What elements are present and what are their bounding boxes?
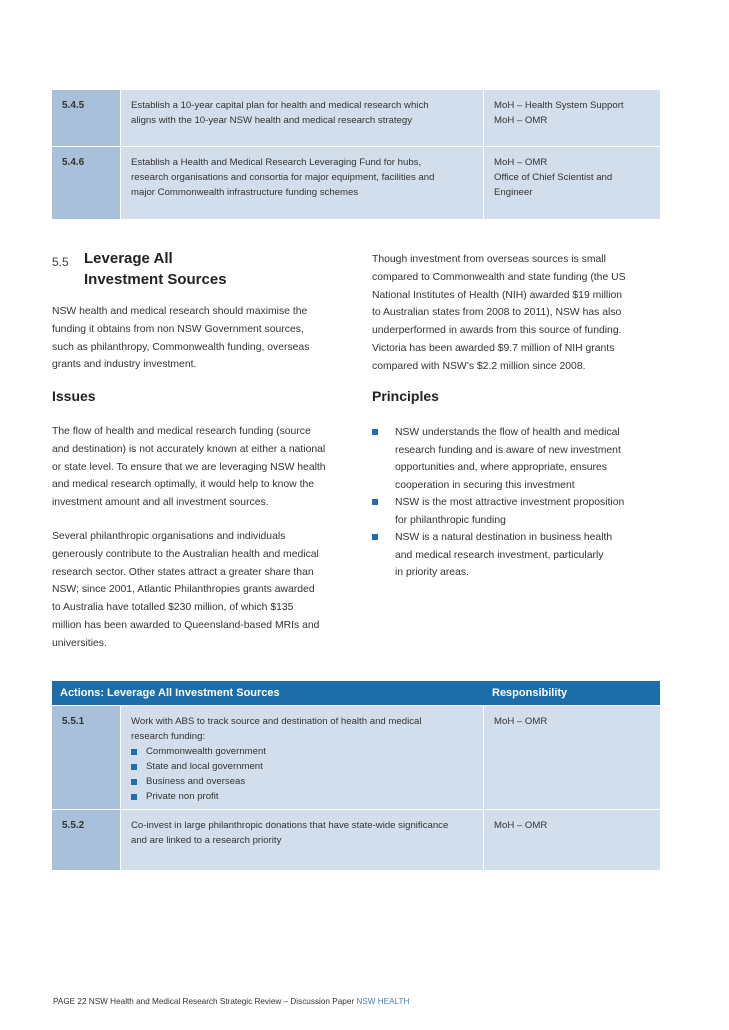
text-line: NSW understands the flow of health and medical [395, 427, 620, 438]
text-line: cooperation in securing this investment [395, 479, 575, 491]
desc-line: Work with ABS to track source and destination of health and medical [131, 716, 422, 727]
text-line: Several philanthropic organisations and individuals [52, 531, 286, 542]
bullet-text: State and local government [146, 761, 263, 772]
text-line: Though investment from overseas sources is small [372, 254, 606, 265]
table-row [52, 90, 660, 146]
text-line: NSW is the most attractive investment proposition [395, 497, 625, 508]
section-intro [52, 303, 309, 374]
list-item [372, 424, 662, 494]
desc-line: research organisations and consortia for major equipment, facilities and [131, 172, 435, 183]
square-bullet-icon [372, 534, 378, 540]
row-id: 5.5.2 [52, 810, 120, 870]
row-id: 5.4.6 [52, 147, 120, 219]
list-item [131, 789, 477, 804]
table-row [52, 810, 660, 870]
resp-line: MoH – Health System Support [494, 100, 624, 111]
text-line: in priority areas. [395, 567, 469, 578]
table-row [52, 706, 660, 809]
row-description [121, 706, 483, 809]
text-line: and destination) is not accurately known at either a national [52, 443, 326, 455]
bullet-text: Business and overseas [146, 776, 246, 787]
text-line: for philanthropic funding [395, 514, 506, 526]
text-line: million has been awarded to Queensland-based MRIs and [52, 619, 320, 631]
text-line: and medical research investment, particularly [395, 549, 604, 561]
text-line: compared with NSW’s $2.2 million since 2008. [372, 360, 586, 372]
right-intro [372, 251, 626, 376]
row-description [121, 810, 483, 870]
square-bullet-icon [131, 779, 137, 785]
resp-line: MoH – OMR [494, 157, 548, 168]
actions-table-header [52, 681, 660, 705]
desc-line: Establish a Health and Medical Research Leveraging Fund for hubs, [131, 157, 422, 168]
square-bullet-icon [131, 764, 137, 770]
list-item [372, 494, 662, 529]
desc-line: aligns with the 10-year NSW health and medical research strategy [131, 115, 413, 126]
desc-line: Co-invest in large philanthropic donations that have state-wide significance [131, 820, 449, 831]
desc-line: major Commonwealth infrastructure funding schemes [131, 187, 359, 198]
list-item [131, 759, 477, 774]
text-line: to Australia have totalled $230 million, of which $135 [52, 602, 294, 614]
issues-heading: Issues [52, 388, 96, 404]
page-footer [53, 997, 409, 1006]
text-line: NSW health and medical research should maximise the [52, 306, 308, 317]
text-line: opportunities and, where appropriate, ensures [395, 462, 607, 473]
footer-brand: NSW HEALTH [356, 997, 410, 1006]
row-description [121, 147, 483, 219]
row-responsibility [484, 147, 660, 219]
text-line: research sector. Other states attract a greater share than [52, 566, 314, 578]
text-line: National Institutes of Health (NIH) awarded $19 million [372, 289, 623, 301]
text-line: research funding and is aware of new investment [395, 444, 621, 456]
resp-line: Engineer [494, 187, 533, 198]
list-item [131, 774, 477, 789]
row-responsibility [484, 90, 660, 146]
desc-line: Establish a 10-year capital plan for health and medical research which [131, 100, 429, 111]
square-bullet-icon [372, 429, 378, 435]
row-id: 5.5.1 [52, 706, 120, 809]
text-line: grants and industry investment. [52, 359, 197, 371]
actions-table [52, 681, 660, 870]
list-item [372, 529, 662, 582]
text-line: funding it obtains from non NSW Government sources, [52, 323, 304, 335]
section-title-line1: Leverage All [84, 250, 173, 267]
principles-list [372, 424, 662, 582]
text-line: underperformed in awards from this source of funding. [372, 325, 622, 337]
section-title-line2: Investment Sources [84, 271, 227, 288]
text-line: investment amount and all investment sources. [52, 497, 269, 509]
actions-header-label: Actions: Leverage All Investment Sources [60, 687, 280, 699]
text-line: Victoria has been awarded $9.7 million of NIH grants [372, 342, 615, 354]
table-row [52, 147, 660, 219]
resp-line: MoH – OMR [494, 115, 548, 126]
text-line: The flow of health and medical research funding (source [52, 426, 311, 437]
row-responsibility: MoH – OMR [484, 706, 660, 809]
issues-paragraph-2 [52, 528, 319, 653]
text-line: such as philanthropy, Commonwealth funding, overseas [52, 341, 310, 353]
row-responsibility: MoH – OMR [484, 810, 660, 870]
text-line: NSW is a natural destination in business health [395, 532, 613, 543]
text-line: and medical research optimally, it would help to know the [52, 479, 315, 491]
responsibility-header-label: Responsibility [492, 687, 568, 699]
resp-line: Office of Chief Scientist and [494, 172, 613, 183]
bullet-text: Private non profit [146, 791, 219, 802]
text-line: compared to Commonwealth and state funding (the US [372, 271, 626, 283]
square-bullet-icon [131, 794, 137, 800]
footer-text: PAGE 22 NSW Health and Medical Research Strategic Review – Discussion Paper [53, 997, 355, 1006]
row-id: 5.4.5 [52, 90, 120, 146]
issues-paragraph-1 [52, 423, 326, 512]
row-description [121, 90, 483, 146]
square-bullet-icon [131, 749, 137, 755]
top-table [52, 90, 660, 219]
bullet-text: Commonwealth government [146, 746, 266, 757]
square-bullet-icon [372, 499, 378, 505]
text-line: NSW; since 2001, Atlantic Philanthropies grants awarded [52, 584, 315, 596]
desc-line: and are linked to a research priority [131, 835, 282, 846]
list-item [131, 744, 477, 759]
text-line: generously contribute to the Australian health and medical [52, 548, 319, 560]
section-number: 5.5 [52, 255, 69, 269]
text-line: to Australian states from 2008 to 2011), NSW has also [372, 307, 622, 319]
text-line: or state level. To ensure that we are leveraging NSW health [52, 461, 326, 473]
desc-line: research funding: [131, 731, 206, 742]
principles-heading: Principles [372, 388, 439, 404]
text-line: universities. [52, 637, 107, 649]
